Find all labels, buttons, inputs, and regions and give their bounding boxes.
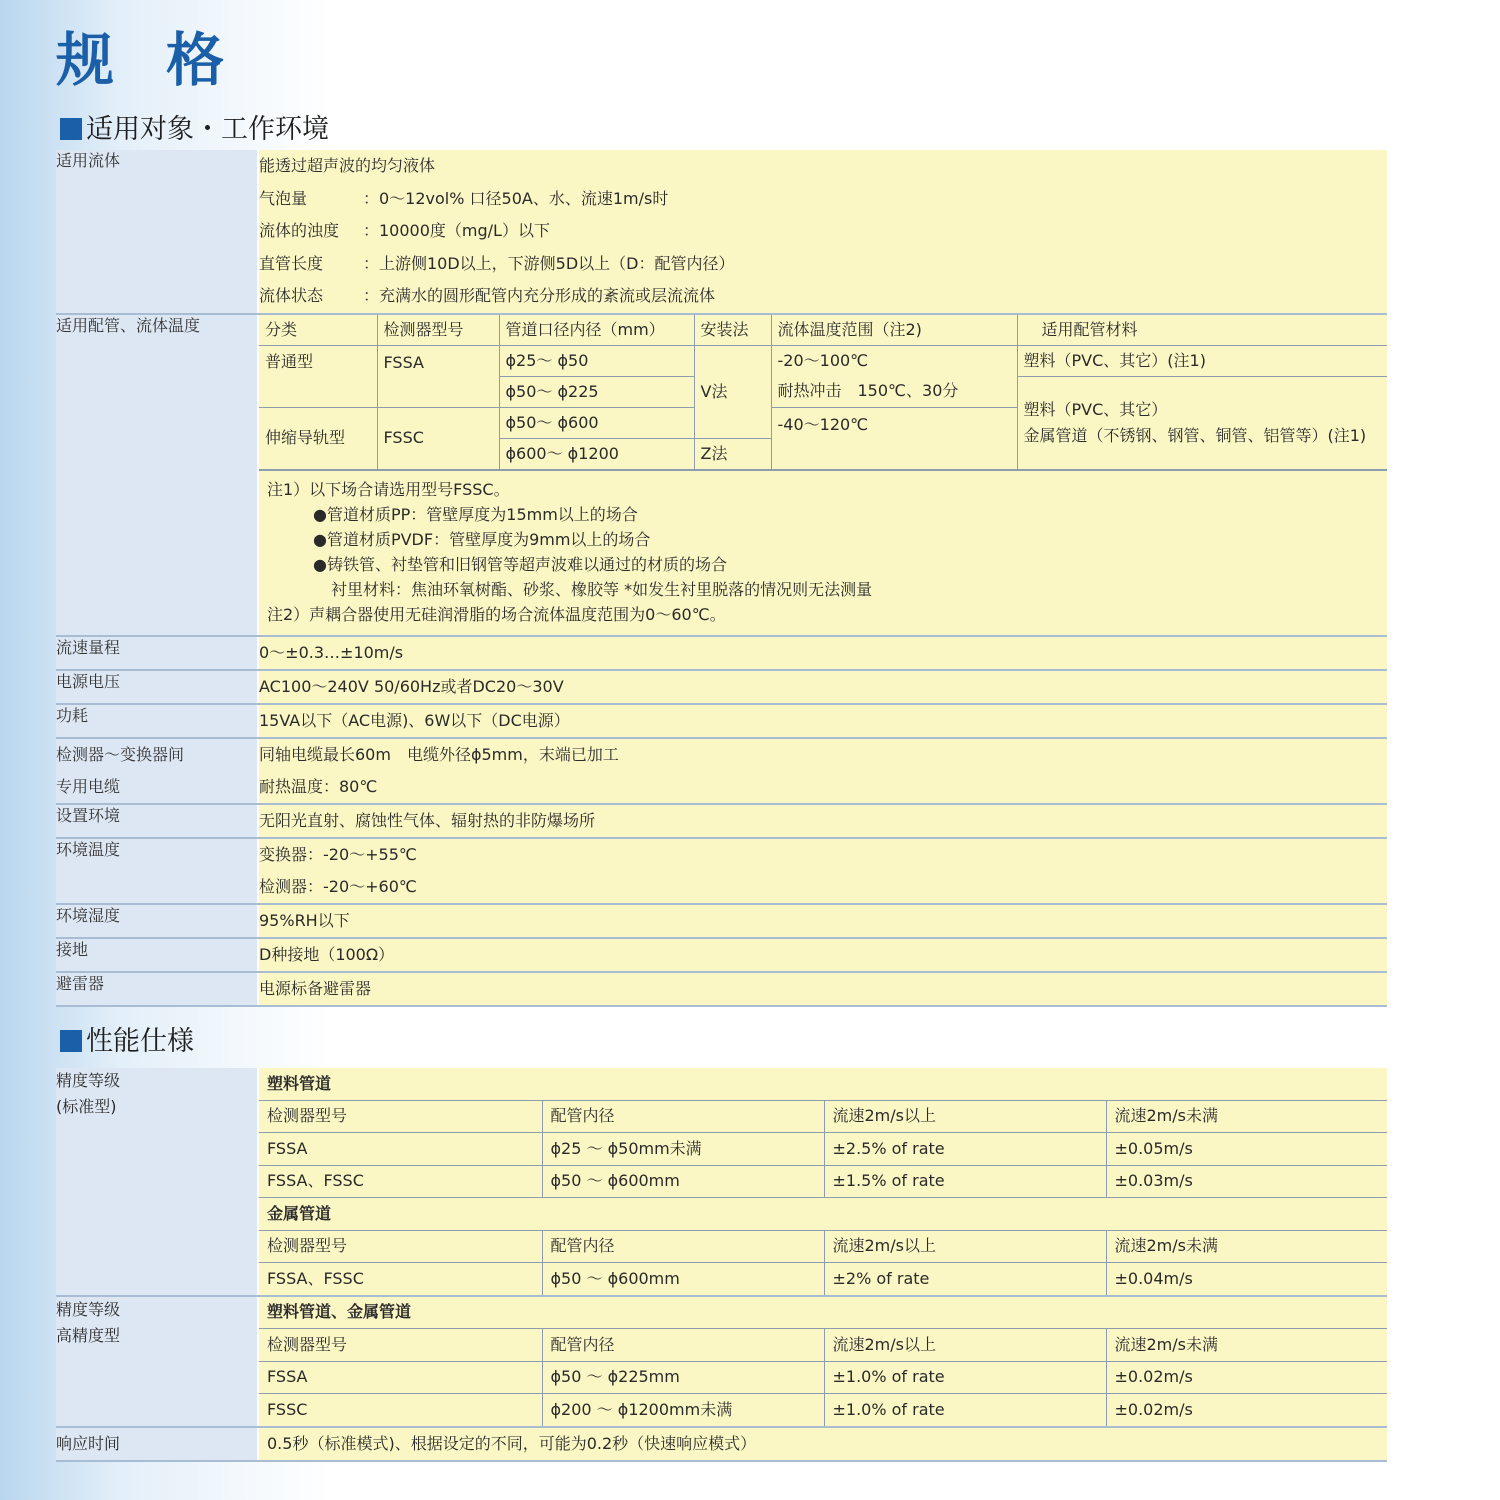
section-heading-environment [60,113,329,147]
row-label: 适用配管、流体温度 [56,314,258,636]
value: ：10000度（mg/L）以下 [363,221,550,240]
table-row [56,1427,1387,1461]
row-label: 响应时间 [56,1427,258,1461]
value: ：充满水的圆形配管内充分形成的紊流或层流流体 [363,286,716,305]
header-cell: 流速2m/s未满 [1106,1230,1387,1263]
row-value [258,670,1387,704]
table-cell: ϕ200 ～ ϕ1200mm未满 [542,1394,824,1426]
group-heading: 金属管道 [259,1198,1387,1231]
row-label: 环境温度 [56,838,258,904]
row-label [56,738,258,804]
table-cell: FSSC [259,1394,542,1426]
table-row [56,704,1387,738]
label-line: 检测器～变换器间 [56,744,185,764]
value-text: D种接地（100Ω） [259,944,395,964]
label-line: (标准型) [56,1097,117,1116]
header-cell: 管道口径内径（mm） [499,315,694,346]
table-cell: ±0.02m/s [1106,1394,1387,1426]
row-label: 适用流体 [56,150,258,314]
row-label: 环境湿度 [56,904,258,938]
row-value [258,904,1387,938]
row-label [56,1296,258,1427]
text-line [259,248,1387,281]
row-value [258,838,1387,904]
value: ：0～12vol% 口径50A、水、流速1m/s时 [363,188,669,208]
diameter-cell: ϕ25～ ϕ50 [499,345,694,376]
header-cell: 流体温度范围（注2) [771,315,1017,346]
table-row [56,1296,1387,1427]
value-text: 电源标备避雷器 [259,978,372,998]
row-label: 流速量程 [56,636,258,670]
table-cell: ϕ50 ～ ϕ225mm [542,1361,824,1394]
header-cell: 流速2m/s以上 [824,1329,1106,1362]
value: ：上游侧10D以上，下游侧5D以上（D：配管内径） [363,253,735,273]
method-cell: V法 [694,345,771,438]
table-row [56,314,1387,636]
diameter-cell: ϕ600～ ϕ1200 [499,438,694,469]
diameter-cell: ϕ50～ ϕ600 [499,407,694,438]
table-cell: ±2.5% of rate [824,1133,1106,1166]
label-line: 高精度型 [56,1325,121,1345]
header-cell: 流速2m/s未满 [1106,1100,1387,1133]
table-cell: ±0.03m/s [1106,1165,1387,1198]
text-line [259,215,1387,248]
text-line [259,280,1387,313]
table-row [56,1068,1387,1296]
row-value [258,150,1387,314]
table-row [56,738,1387,804]
key: 气泡量 [259,188,308,208]
table-row [56,904,1387,938]
table-row [56,972,1387,1006]
value-text: 无阳光直射、腐蚀性气体、辐射热的非防爆场所 [259,810,596,830]
table-cell: ±1.0% of rate [824,1361,1106,1394]
temp-cell: -40～120℃ [771,407,1017,469]
section-title: 适用对象・工作环境 [86,114,329,145]
key: 流体状态 [259,286,324,305]
row-value [258,636,1387,670]
text-line [259,183,1387,216]
fluid-desc: 能透过超声波的均匀液体 [259,156,436,175]
pipe-table [259,315,1387,470]
note-line: ●管道材质PVDF：管壁厚度为9mm以上的场合 [313,529,651,549]
label-line: 精度等级 [56,1299,121,1319]
value-text: AC100～240V 50/60Hz或者DC20～30V [259,676,564,696]
square-bullet-icon [60,1030,82,1052]
value-text: 95%RH以下 [259,910,350,930]
table-cell: ϕ25 ～ ϕ50mm未满 [542,1133,824,1166]
value-text: 0～±0.3…±10m/s [259,642,404,662]
key: 直管长度 [259,253,324,273]
table-cell: FSSA [259,1133,542,1166]
header-cell: 配管内径 [542,1329,824,1362]
row-value [258,704,1387,738]
material-line: 塑料（PVC、其它） [1023,399,1168,419]
header-cell: 配管内径 [542,1100,824,1133]
notes-block [259,470,1387,635]
header-cell: 分类 [259,315,377,346]
table-cell: ±0.04m/s [1106,1263,1387,1295]
table-row [56,150,1387,314]
performance-table [56,1068,1387,1462]
spec-table [56,150,1387,1007]
label-line: 专用电缆 [56,776,121,796]
square-bullet-icon [60,118,82,140]
row-label: 接地 [56,938,258,972]
note-line: 注1）以下场合请选用型号FSSC。 [267,479,510,499]
value-text: 耐热温度：80℃ [259,776,378,796]
row-label: 功耗 [56,704,258,738]
table-cell: FSSA、FSSC [259,1263,542,1295]
material-cell: 塑料（PVC、其它）(注1) [1017,345,1387,376]
type-cell: 普通型 [259,345,377,407]
label-line: 精度等级 [56,1071,121,1090]
table-cell: ±2% of rate [824,1263,1106,1295]
row-value [258,738,1387,804]
header-cell: 流速2m/s未满 [1106,1329,1387,1362]
method-cell: Z法 [694,438,771,469]
type-cell: 伸缩导轨型 [259,407,377,469]
table-cell: ϕ50 ～ ϕ600mm [542,1263,824,1295]
row-label: 避雷器 [56,972,258,1006]
table-cell: FSSA [259,1361,542,1394]
table-row [56,938,1387,972]
section-title: 性能仕様 [86,1026,194,1057]
header-cell: 流速2m/s以上 [824,1100,1106,1133]
row-label: 电源电压 [56,670,258,704]
accuracy-table-standard [259,1068,1387,1295]
row-label: 设置环境 [56,804,258,838]
value-text: 检测器：-20～+60℃ [259,876,417,896]
material-line: 金属管道（不锈钢、钢管、铜管、铝管等）(注1) [1023,425,1367,445]
row-value [258,1427,1387,1461]
model-cell: FSSA [377,345,499,407]
table-cell: ±0.05m/s [1106,1133,1387,1166]
table-row [56,838,1387,904]
row-value [258,1296,1387,1427]
table-cell: ϕ50 ～ ϕ600mm [542,1165,824,1198]
temp-cell: 耐热冲击 150℃、30分 [771,376,1017,407]
note-line: 衬里材料：焦油环氧树酯、砂浆、橡胶等 *如发生衬里脱落的情况则无法测量 [331,579,873,599]
group-heading: 塑料管道 [259,1068,1387,1100]
row-value [258,314,1387,636]
header-cell: 安装法 [694,315,771,346]
material-cell [1017,376,1387,469]
note-line: ●铸铁管、衬垫管和旧钢管等超声波难以通过的材质的场合 [313,554,727,574]
text-line [259,150,1387,183]
accuracy-table-high [259,1297,1387,1426]
header-cell: 检测器型号 [259,1329,542,1362]
table-cell: ±1.5% of rate [824,1165,1106,1198]
value-text: 变换器：-20～+55℃ [259,844,417,864]
row-value [258,1068,1387,1296]
row-value [258,804,1387,838]
row-value [258,972,1387,1006]
table-cell: ±1.0% of rate [824,1394,1106,1426]
value-text: 15VA以下（AC电源)、6W以下（DC电源） [259,710,570,730]
header-cell: 检测器型号 [259,1230,542,1263]
section-heading-performance [60,1025,194,1059]
row-label [56,1068,258,1296]
header-cell: 检测器型号 [259,1100,542,1133]
temp-cell: -20～100℃ [771,345,1017,376]
page-title: 规格 [56,26,277,94]
table-cell: FSSA、FSSC [259,1165,542,1198]
table-row [56,804,1387,838]
table-row [56,636,1387,670]
note-line: 注2）声耦合器使用无硅润滑脂的场合流体温度范围为0～60℃。 [267,604,726,624]
diameter-cell: ϕ50～ ϕ225 [499,376,694,407]
row-value [258,938,1387,972]
table-row [56,670,1387,704]
key: 流体的浊度 [259,221,340,240]
table-cell: ±0.02m/s [1106,1361,1387,1394]
header-cell: 流速2m/s以上 [824,1230,1106,1263]
group-heading: 塑料管道、金属管道 [259,1297,1387,1329]
header-cell: 适用配管材料 [1017,315,1387,346]
value-text: 0.5秒（标准模式)、根据设定的不同，可能为0.2秒（快速响应模式） [267,1433,757,1453]
model-cell: FSSC [377,407,499,469]
value-text: 同轴电缆最长60m 电缆外径ϕ5mm，末端已加工 [259,744,619,764]
header-cell: 检测器型号 [377,315,499,346]
note-line: ●管道材质PP：管壁厚度为15mm以上的场合 [313,504,638,524]
header-cell: 配管内径 [542,1230,824,1263]
